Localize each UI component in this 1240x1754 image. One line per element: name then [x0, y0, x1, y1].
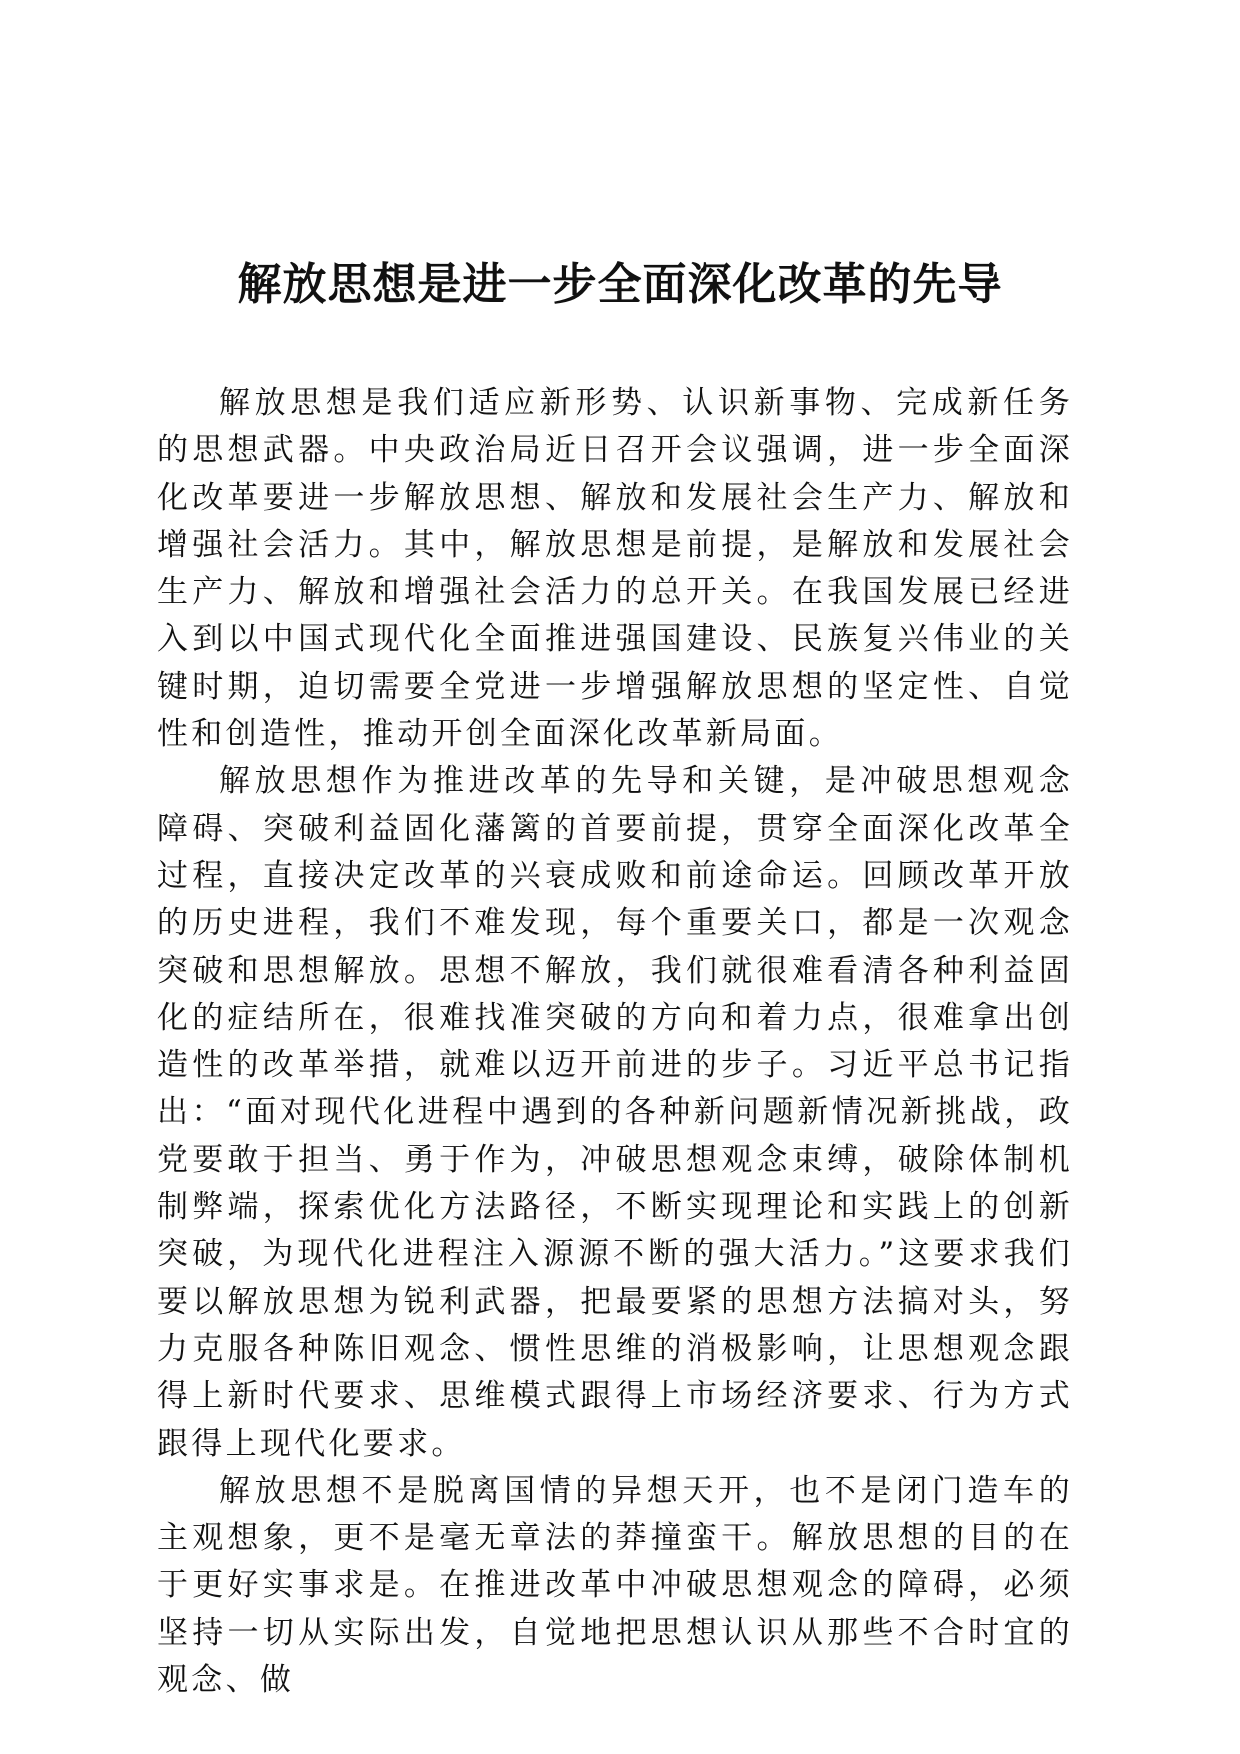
- document-title: 解放思想是进一步全面深化改革的先导: [237, 259, 1003, 310]
- paragraph: 解放思想作为推进改革的先导和关键，是冲破思想观念障碍、突破利益固化藩篱的首要前提，贯穿全面深化改革全过程，直接决定改革的兴衰成败和前途命运。回顾改革开放的历史进程，我们不难发现，每个重要关口，都是一次观念突破和思想解放。思想不解放，我们就很难看清各种利益固化的症结所在，很难找准突破的方向和着力点，很难拿出创造性的改革举措，就难以迈开前进的步子。习近平总书记指出：“面对现代化进程中遇到的各种新问题新情况新挑战，政党要敢于担当、勇于作为，冲破思想观念束缚，破除体制机制弊端，探索优化方法路径，不断实现理论和实践上的创新突破，为现代化进程注入源源不断的强大活力。”这要求我们要以解放思想为锐利武器，把最要紧的思想方法搞对头，努力克服各种陈旧观念、惯性思维的消极影响，让思想观念跟得上新时代要求、思维模式跟得上市场经济要求、行为方式跟得上现代化要求。: [157, 763, 1073, 1462]
- paragraph: 解放思想是我们适应新形势、认识新事物、完成新任务的思想武器。中央政治局近日召开会议强调，进一步全面深化改革要进一步解放思想、解放和发展社会生产力、解放和增强社会活力。其中，解放思想是前提，是解放和发展社会生产力、解放和增强社会活力的总开关。在我国发展已经进入到以中国式现代化全面推进强国建设、民族复兴伟业的关键时期，迫切需要全党进一步增强解放思想的坚定性、自觉性和创造性，推动开创全面深化改革新局面。: [157, 385, 1073, 753]
- document-body: [157, 380, 1073, 1704]
- paragraph: 解放思想不是脱离国情的异想天开，也不是闭门造车的主观想象，更不是毫无章法的莽撞蛮干。解放思想的目的在于更好实事求是。在推进改革中冲破思想观念的障碍，必须坚持一切从实际出发，自觉地把思想认识从那些不合时宜的观念、做: [157, 1472, 1073, 1699]
